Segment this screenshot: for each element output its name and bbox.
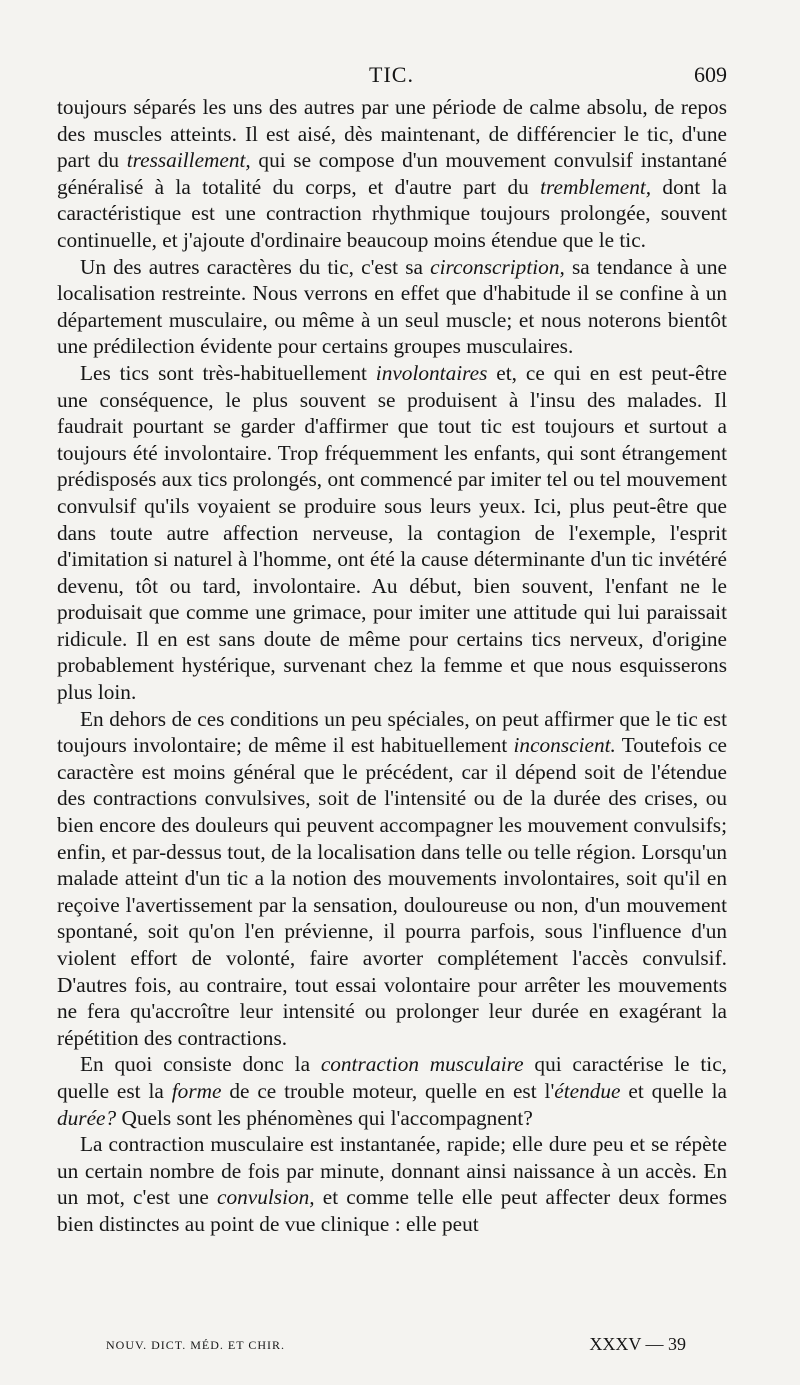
italic-term: durée? (57, 1105, 117, 1130)
text-run: qui caractérise le tic, quelle est la (57, 1052, 727, 1103)
book-page (57, 62, 727, 1238)
italic-term: forme (171, 1078, 222, 1103)
paragraph (57, 360, 727, 706)
paragraph (57, 1051, 727, 1131)
paragraph (57, 1131, 727, 1237)
text-run: dont la caractéristique est une contraction rhythmique toujours prolongée, souvent continuelle, et j'ajoute d'ordinaire beaucoup moins étendue que le tic. (57, 174, 727, 252)
running-header (57, 62, 727, 94)
text-run: Un des autres caractères du tic, c'est sa (80, 254, 431, 279)
italic-term: involontaires (375, 360, 488, 385)
text-run: toujours séparés les uns des autres par une période de calme absolu, de repos des muscles atteints. Il est aisé, dès maintenant, de différencier le tic, d'une part du (57, 95, 727, 173)
footer-volume-sheet: XXXV — 39 (589, 1334, 686, 1354)
text-run: La contraction musculaire est instantanée, rapide; elle dure peu et se répète un certain nombre de fois par minute, donnant ainsi naissance à un accès. En un mot, c'est une (57, 1132, 727, 1210)
italic-term: inconscient. (513, 733, 616, 758)
text-run: qui se compose d'un mouvement convulsif instantané généralisé à la totalité du corps, et d'autre part du (57, 148, 727, 199)
italic-term: convulsion, (217, 1185, 315, 1210)
text-run: et, ce qui en est peut-être une conséquence, le plus souvent se produisent à l'insu des malades. Il faudrait pourtant se garder d'affirmer que tout tic est toujours et surtout a toujours été involontaire. Trop fréquemment les enfants, qui sont étrangement prédisposés aux tics prolongés, ont commencé par imiter tel ou tel mouvement convulsif qu'ils voyaient se produire sous leurs yeux. Ici, plus peut-être que dans toute autre affection nerveuse, la contagion de l'exemple, l'esprit d'imitation si naturel à l'homme, ont été la cause déterminante d'un tic invétéré devenu, tôt ou tard, involontaire. Au début, bien souvent, l'enfant ne le produisait que comme une grimace, pour imiter une attitude qui lui paraissait ridicule. Il en est sans doute de même pour certains tics nerveux, d'origine probablement hystérique, survenant chez la femme et que nous esquisserons plus loin. (57, 360, 727, 705)
italic-term: tressaillement, (126, 148, 251, 173)
italic-term: contraction musculaire (320, 1052, 524, 1077)
text-run: Les tics sont très-habituellement (80, 360, 376, 385)
footer-signature: NOUV. DICT. MÉD. ET CHIR. (106, 1338, 286, 1352)
text-run: et quelle la (620, 1078, 727, 1103)
text-run: et comme telle elle peut affecter deux formes bien distinctes au point de vue clinique : elle peut (57, 1185, 727, 1236)
text-run: En dehors de ces conditions un peu spéciales, on peut affirmer que le tic est toujours involontaire; de même il est habituellement (57, 706, 727, 758)
text-run: sa tendance à une localisation restreinte. Nous verrons en effet que d'habitude il se confine à un département musculaire, ou même à un seul muscle; et nous noterons bientôt une prédilection évidente pour certains groupes musculaires. (57, 254, 727, 359)
text-run: de ce trouble moteur, quelle en est l' (221, 1078, 555, 1103)
italic-term: tremblement, (540, 174, 652, 199)
page-footer (106, 1334, 686, 1358)
page-number: 609 (694, 62, 727, 87)
paragraph (57, 94, 727, 254)
running-title: TIC. (369, 62, 414, 87)
paragraph (57, 706, 727, 1052)
text-run: En quoi consiste donc la (80, 1052, 321, 1077)
paragraph (57, 254, 727, 360)
body-text (57, 94, 727, 1238)
italic-term: étendue (554, 1078, 621, 1103)
italic-term: circonscription, (430, 254, 565, 279)
text-run: Quels sont les phénomènes qui l'accompagnent? (116, 1105, 533, 1130)
text-run: Toutefois ce caractère est moins général que le précédent, car il dépend soit de l'étendue des contractions convulsives, soit de l'intensité ou de la durée des crises, ou bien encore des douleurs qui peuvent accompagner les mouvement convulsifs; enfin, et par-dessus tout, de la localisation dans telle ou telle région. Lorsqu'un malade atteint d'un tic a la notion des mouvements involontaires, soit qu'il en reçoive l'avertissement par la sensation, douloureuse ou non, d'un mouvement spontané, soit qu'on l'en prévienne, il pourra parfois, sous l'influence d'un violent effort de volonté, faire avorter complétement l'accès convulsif. D'autres fois, au contraire, tout essai volontaire pour arrêter les mouvements ne fera qu'accroître leur intensité ou prolonger leur durée en exagérant la répétition des contractions. (57, 733, 727, 1050)
